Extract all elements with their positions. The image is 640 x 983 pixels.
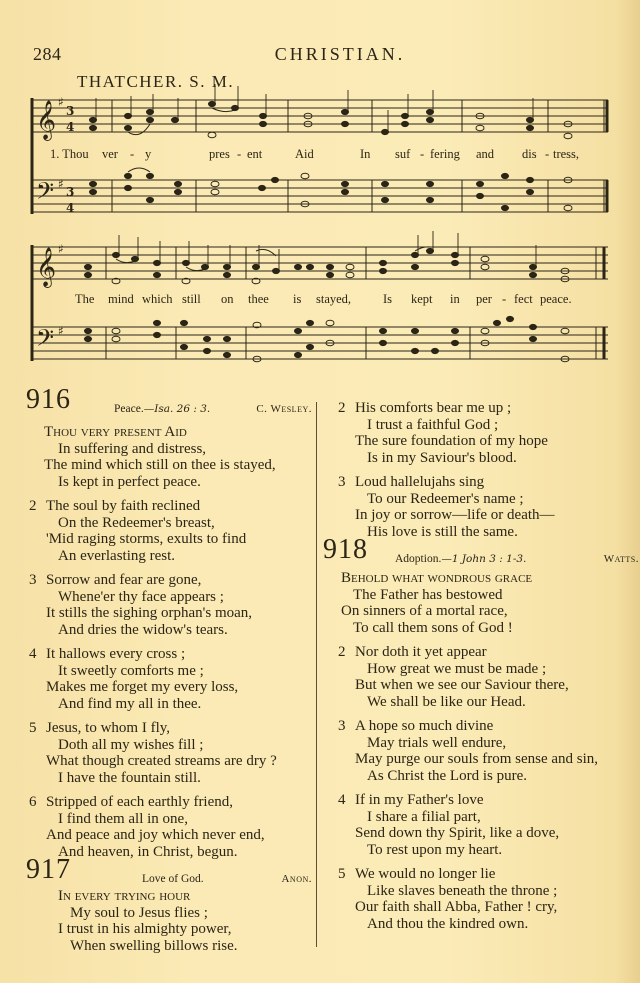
hymn-title-text: Adoption. [395, 553, 442, 565]
lyric-syllable: is [293, 292, 302, 306]
verse-line: 5 We would no longer lie [338, 866, 496, 882]
hymn-author: Watts. [603, 553, 639, 565]
stanza [26, 498, 316, 564]
verse-line: Whene'er thy face appears ; [58, 588, 224, 605]
verse-line: It sweetly comforts me ; [58, 662, 204, 679]
hymn-918 [323, 534, 639, 932]
verse-line: I trust a faithful God ; [367, 416, 499, 433]
verse-line: His love is still the same. [367, 523, 518, 540]
hymn-header [26, 854, 316, 888]
verse-line: I find them all in one, [58, 810, 188, 827]
svg-text:♯: ♯ [58, 95, 64, 109]
svg-text:𝄞: 𝄞 [36, 247, 57, 287]
hymn-number: 918 [323, 534, 368, 565]
verse-line: I share a filial part, [367, 808, 481, 825]
lyric-syllable: - [237, 147, 242, 161]
lyric-syllable: - [420, 147, 425, 161]
stanza [335, 644, 625, 710]
verse-line: Thou very present Aid [44, 424, 187, 440]
verse-line: What though created streams are dry ? [46, 753, 277, 769]
lyric-syllable: on [221, 292, 234, 306]
lyric-syllable: stayed, [316, 292, 352, 306]
verse-line: An everlasting rest. [58, 547, 176, 564]
stanza [335, 474, 625, 540]
tune-name: THATCHER. S. M. [77, 72, 235, 91]
lyric-syllable: - [130, 147, 135, 161]
verse-line: But when we see our Saviour there, [355, 677, 569, 693]
lyric-syllable: 1. Thou [50, 147, 89, 161]
stanza-number: 3 [29, 572, 37, 588]
stanza-number: 5 [29, 720, 37, 736]
stanza [26, 646, 316, 712]
hymn-title [395, 551, 526, 568]
verse-line: And dries the widow's tears. [58, 621, 228, 638]
svg-text:4: 4 [66, 120, 75, 134]
treble-staff-2 [32, 247, 608, 279]
lyric-syllable: ent [247, 147, 263, 161]
stanza [335, 866, 625, 932]
verse-line: I have the fountain still. [58, 769, 201, 786]
hymn-916 [26, 384, 316, 860]
stanza-number: 4 [338, 792, 346, 808]
lyric-syllable: - [502, 292, 507, 306]
lyric-syllable: kept [411, 292, 433, 306]
verse-line: May purge our souls from sense and sin, [355, 751, 599, 767]
svg-text:𝄢: 𝄢 [36, 324, 55, 357]
lyric-syllable: y [145, 147, 152, 161]
lyric-syllable: mind [108, 292, 134, 306]
verse-line: My soul to Jesus flies ; [70, 904, 208, 921]
verse-line: And find my all in thee. [58, 695, 202, 712]
lyric-syllable: per [476, 292, 492, 306]
bass-staff-2 [32, 327, 608, 359]
scripture-reference: —1 John 3 : 1-3. [441, 553, 527, 565]
verse-line: The mind which still on thee is stayed, [44, 457, 276, 473]
lyric-syllable: Is [383, 292, 393, 306]
lyric-syllable: The [75, 292, 95, 306]
verse-line: And thou the kindred own. [367, 915, 529, 932]
verse-line: Like slaves beneath the throne ; [367, 882, 558, 899]
hymn-header [26, 384, 316, 424]
svg-text:♯: ♯ [58, 324, 64, 338]
verse-line: Is in my Saviour's blood. [367, 449, 517, 466]
treble-staff-1 [32, 100, 608, 132]
verse-line: 2 Nor doth it yet appear [338, 644, 487, 660]
stanza-number: 2 [29, 498, 37, 514]
hymn-title: Love of God. [142, 873, 204, 885]
verse-line: 4 If in my Father's love [338, 792, 484, 808]
verse-line: Makes me forget my every loss, [46, 679, 239, 695]
verse-line: In joy or sorrow—life or death— [355, 507, 555, 523]
lyric-syllable: - [545, 147, 550, 161]
verse-line: Doth all my wishes fill ; [58, 736, 204, 753]
stanza [335, 718, 625, 784]
stanza [26, 888, 316, 954]
svg-text:3: 3 [66, 104, 75, 118]
stanza-number: 3 [338, 718, 346, 734]
verse-line: Behold what wondrous grace [341, 570, 533, 586]
verse-line: May trials well endure, [367, 734, 507, 751]
treble-clef-icon: 𝄞 [36, 100, 57, 140]
stanza [335, 792, 625, 858]
lyric-syllable: in [450, 292, 460, 306]
verse-line: In every trying hour [58, 888, 191, 904]
verse-line: On the Redeemer's breast, [58, 514, 215, 531]
scripture-reference: —Isa. 26 : 3. [143, 403, 211, 415]
verse-line: 5 Jesus, to whom I fly, [29, 720, 171, 736]
stanza [335, 400, 625, 466]
hymn-author: Anon. [281, 873, 312, 885]
hymn-header [323, 534, 639, 570]
verse-line: 3 Loud hallelujahs sing [338, 474, 485, 490]
verse-line: As Christ the Lord is pure. [367, 767, 527, 784]
hymn-917 [26, 854, 316, 954]
hymn-number: 916 [26, 384, 71, 415]
stanza [26, 720, 316, 786]
music-score [0, 0, 640, 385]
verse-line: 6 Stripped of each earthly friend, [29, 794, 234, 810]
left-column [26, 384, 316, 962]
lyric-syllable: ver [102, 147, 118, 161]
verse-line: 'Mid raging storms, exults to find [46, 531, 247, 547]
verse-line: And peace and joy which never end, [46, 827, 265, 843]
verse-line: On sinners of a mortal race, [341, 603, 508, 619]
svg-text:4: 4 [66, 201, 75, 215]
verse-line: I trust in his almighty power, [58, 921, 232, 937]
column-divider [316, 402, 317, 947]
verse-line: It stills the sighing orphan's moan, [46, 605, 253, 621]
lyric-syllable: Aid [295, 147, 314, 161]
verse-line: Our faith shall Abba, Father ! cry, [355, 899, 558, 915]
svg-text:♯: ♯ [58, 242, 64, 256]
lyric-syllable: dis [522, 147, 537, 161]
svg-text:3: 3 [66, 185, 75, 199]
lyric-syllable: still [182, 292, 201, 306]
lyric-syllable: fect [514, 292, 533, 306]
stanza [26, 794, 316, 860]
stanza-number: 4 [29, 646, 37, 662]
verse-line: 2 His comforts bear me up ; [338, 400, 512, 416]
stanza-number: 5 [338, 866, 346, 882]
lyric-syllable: suf [395, 147, 411, 161]
verse-line: 4 It hallows every cross ; [29, 646, 186, 662]
svg-text:♯: ♯ [58, 177, 64, 191]
verse-line: To call them sons of God ! [353, 619, 513, 636]
hymn-title-text: Peace. [114, 403, 144, 415]
stanza-number: 2 [338, 400, 346, 416]
stanza-number: 6 [29, 794, 37, 810]
verse-line: And heaven, in Christ, begun. [58, 843, 238, 860]
verse-line: Is kept in perfect peace. [58, 473, 201, 490]
stanza [26, 424, 316, 490]
verse-line: 3 Sorrow and fear are gone, [29, 572, 202, 588]
bass-clef-icon: 𝄢 [36, 177, 55, 210]
stanza [335, 570, 625, 636]
verse-line: 2 The soul by faith reclined [29, 498, 201, 514]
verse-line: We shall be like our Head. [367, 693, 526, 710]
lyric-syllable: and [476, 147, 495, 161]
verse-line: To rest upon my heart. [367, 841, 503, 858]
verse-line: The Father has bestowed [353, 586, 503, 603]
verse-line: 3 A hope so much divine [338, 718, 494, 734]
lyric-syllable: In [360, 147, 371, 161]
verse-line: The sure foundation of my hope [355, 433, 548, 449]
lyric-syllable: thee [248, 292, 269, 306]
verse-line: Send down thy Spirit, like a dove, [355, 825, 560, 841]
stanza-number: 3 [338, 474, 346, 490]
lyric-syllable: pres [209, 147, 230, 161]
hymn-author: C. Wesley. [256, 403, 312, 415]
lyric-syllable: peace. [540, 292, 572, 306]
running-head: CHRISTIAN. [274, 44, 406, 64]
stanza-number: 2 [338, 644, 346, 660]
right-column [323, 400, 639, 940]
bass-staff-1 [32, 180, 608, 212]
verse-line: When swelling billows rise. [70, 937, 238, 954]
hymn-number: 917 [26, 854, 71, 885]
lyric-syllable: fering [430, 147, 460, 161]
verse-line: To our Redeemer's name ; [367, 490, 524, 507]
lyric-syllable: tress, [553, 147, 580, 161]
verse-line: How great we must be made ; [367, 660, 547, 677]
stanza [26, 572, 316, 638]
hymn-title [114, 401, 210, 418]
verse-line: In suffering and distress, [58, 440, 207, 457]
page-number: 284 [33, 44, 62, 64]
lyric-syllable: which [142, 292, 173, 306]
